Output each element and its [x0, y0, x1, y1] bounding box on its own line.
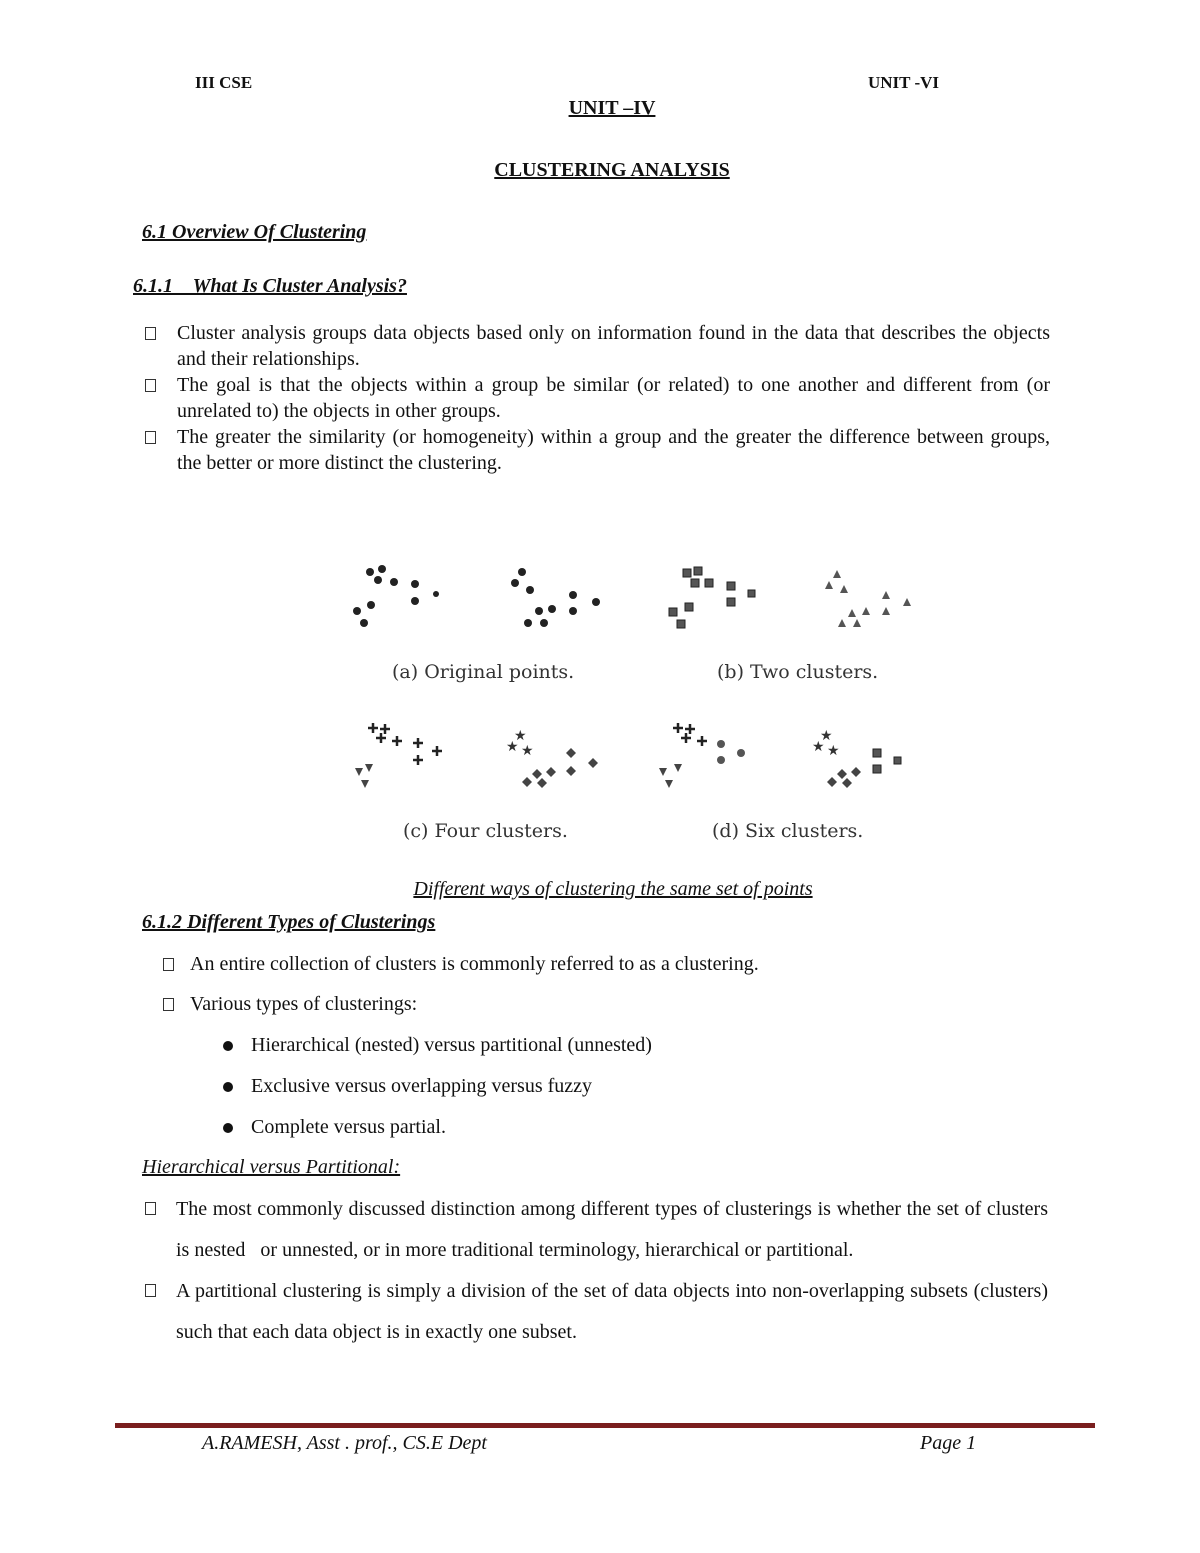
hier-bullets: [145, 1189, 1053, 1353]
sub-bullet-text: Exclusive versus overlapping versus fuzzy: [251, 1075, 593, 1097]
panel-d-squares: [873, 749, 901, 773]
caption-b: (b) Two clusters.: [717, 661, 879, 683]
bullet-text: The most commonly discussed distinction among different types of clusterings is whether the set of clusters is nested or unnested, or in more traditional terminology, hierarchical or partitional.: [176, 1198, 1053, 1261]
section-heading-6-1-1: 6.1.1 What Is Cluster Analysis?: [133, 275, 407, 297]
bullet-text: The goal is that the objects within a group be similar (or related) to one another and different from (or unrelated to) the objects in other groups.: [177, 374, 1050, 422]
round-bullet-icon: [223, 1123, 233, 1133]
list-item: [145, 424, 1050, 476]
svg-text:★: ★: [506, 739, 519, 755]
header-left: III CSE: [195, 73, 253, 92]
list-item: [145, 1189, 1053, 1271]
list-item: [223, 1116, 446, 1139]
list-item: [163, 993, 417, 1016]
svg-text:★: ★: [827, 743, 840, 759]
footer-author: A.RAMESH, Asst . prof., CS.E Dept: [202, 1432, 487, 1454]
unit-title: UNIT –IV: [568, 97, 656, 119]
svg-text:★: ★: [820, 728, 833, 744]
caption-c: (c) Four clusters.: [403, 820, 568, 842]
caption-d: (d) Six clusters.: [712, 820, 864, 842]
panel-a2-points: [511, 568, 600, 627]
square-bullet-icon: [145, 327, 156, 340]
panel-d-circles: [717, 740, 745, 764]
list-item: [163, 953, 759, 976]
square-bullet-icon: [163, 998, 174, 1011]
svg-text:★: ★: [521, 743, 534, 759]
panel-c-down-triangles: [355, 764, 373, 788]
list-item: [145, 372, 1050, 424]
square-bullet-icon: [145, 1202, 156, 1215]
cluster-analysis-bullets: [145, 320, 1050, 476]
hier-heading: Hierarchical versus Partitional:: [142, 1156, 401, 1178]
square-bullet-icon: [145, 431, 156, 444]
list-item: [223, 1034, 652, 1057]
panel-c-crosses: [368, 723, 442, 765]
footer-page-number: Page 1: [920, 1432, 977, 1454]
bullet-text: An entire collection of clusters is commonly referred to as a clustering.: [190, 953, 759, 975]
svg-text:★: ★: [812, 739, 825, 755]
section-heading-6-1: 6.1 Overview Of Clustering: [142, 221, 367, 243]
square-bullet-icon: [163, 958, 174, 971]
panel-d-down-triangles: [659, 764, 682, 788]
sub-bullet-text: Hierarchical (nested) versus partitional (unnested): [251, 1034, 652, 1056]
bullet-text: The greater the similarity (or homogeneity) within a group and the greater the difference between groups, the better or more distinct the clustering.: [177, 426, 1050, 474]
list-item: [223, 1075, 592, 1098]
list-item: [145, 320, 1050, 372]
bullet-text: A partitional clustering is simply a division of the set of data objects into non-overlapping subsets (clusters) such that each data object is in exactly one subset.: [176, 1280, 1048, 1343]
bullet-text: Various types of clusterings:: [190, 993, 418, 1015]
header-right: UNIT -VI: [868, 73, 940, 92]
round-bullet-icon: [223, 1082, 233, 1092]
caption-a: (a) Original points.: [392, 661, 575, 683]
bullet-text: Cluster analysis groups data objects based only on information found in the data that describes the objects and their relationships.: [177, 322, 1050, 370]
round-bullet-icon: [223, 1041, 233, 1051]
section-heading-6-1-2: 6.1.2 Different Types of Clusterings: [142, 911, 436, 933]
square-bullet-icon: [145, 1284, 156, 1297]
svg-text:★: ★: [514, 728, 527, 744]
sub-bullet-text: Complete versus partial.: [251, 1116, 446, 1138]
panel-d-stars: [812, 728, 840, 759]
square-bullet-icon: [145, 379, 156, 392]
panel-b-triangles: [825, 570, 911, 627]
main-title: CLUSTERING ANALYSIS: [494, 159, 730, 181]
figure-title: Different ways of clustering the same set of points: [413, 878, 813, 900]
panel-b-squares: [669, 567, 755, 628]
panel-c-stars: [506, 728, 534, 759]
panel-d-diamonds: [827, 767, 861, 788]
panel-a-points: [353, 565, 439, 627]
footer-divider: [115, 1423, 1095, 1428]
panel-d-crosses: [673, 723, 707, 746]
list-item: [145, 1271, 1048, 1353]
